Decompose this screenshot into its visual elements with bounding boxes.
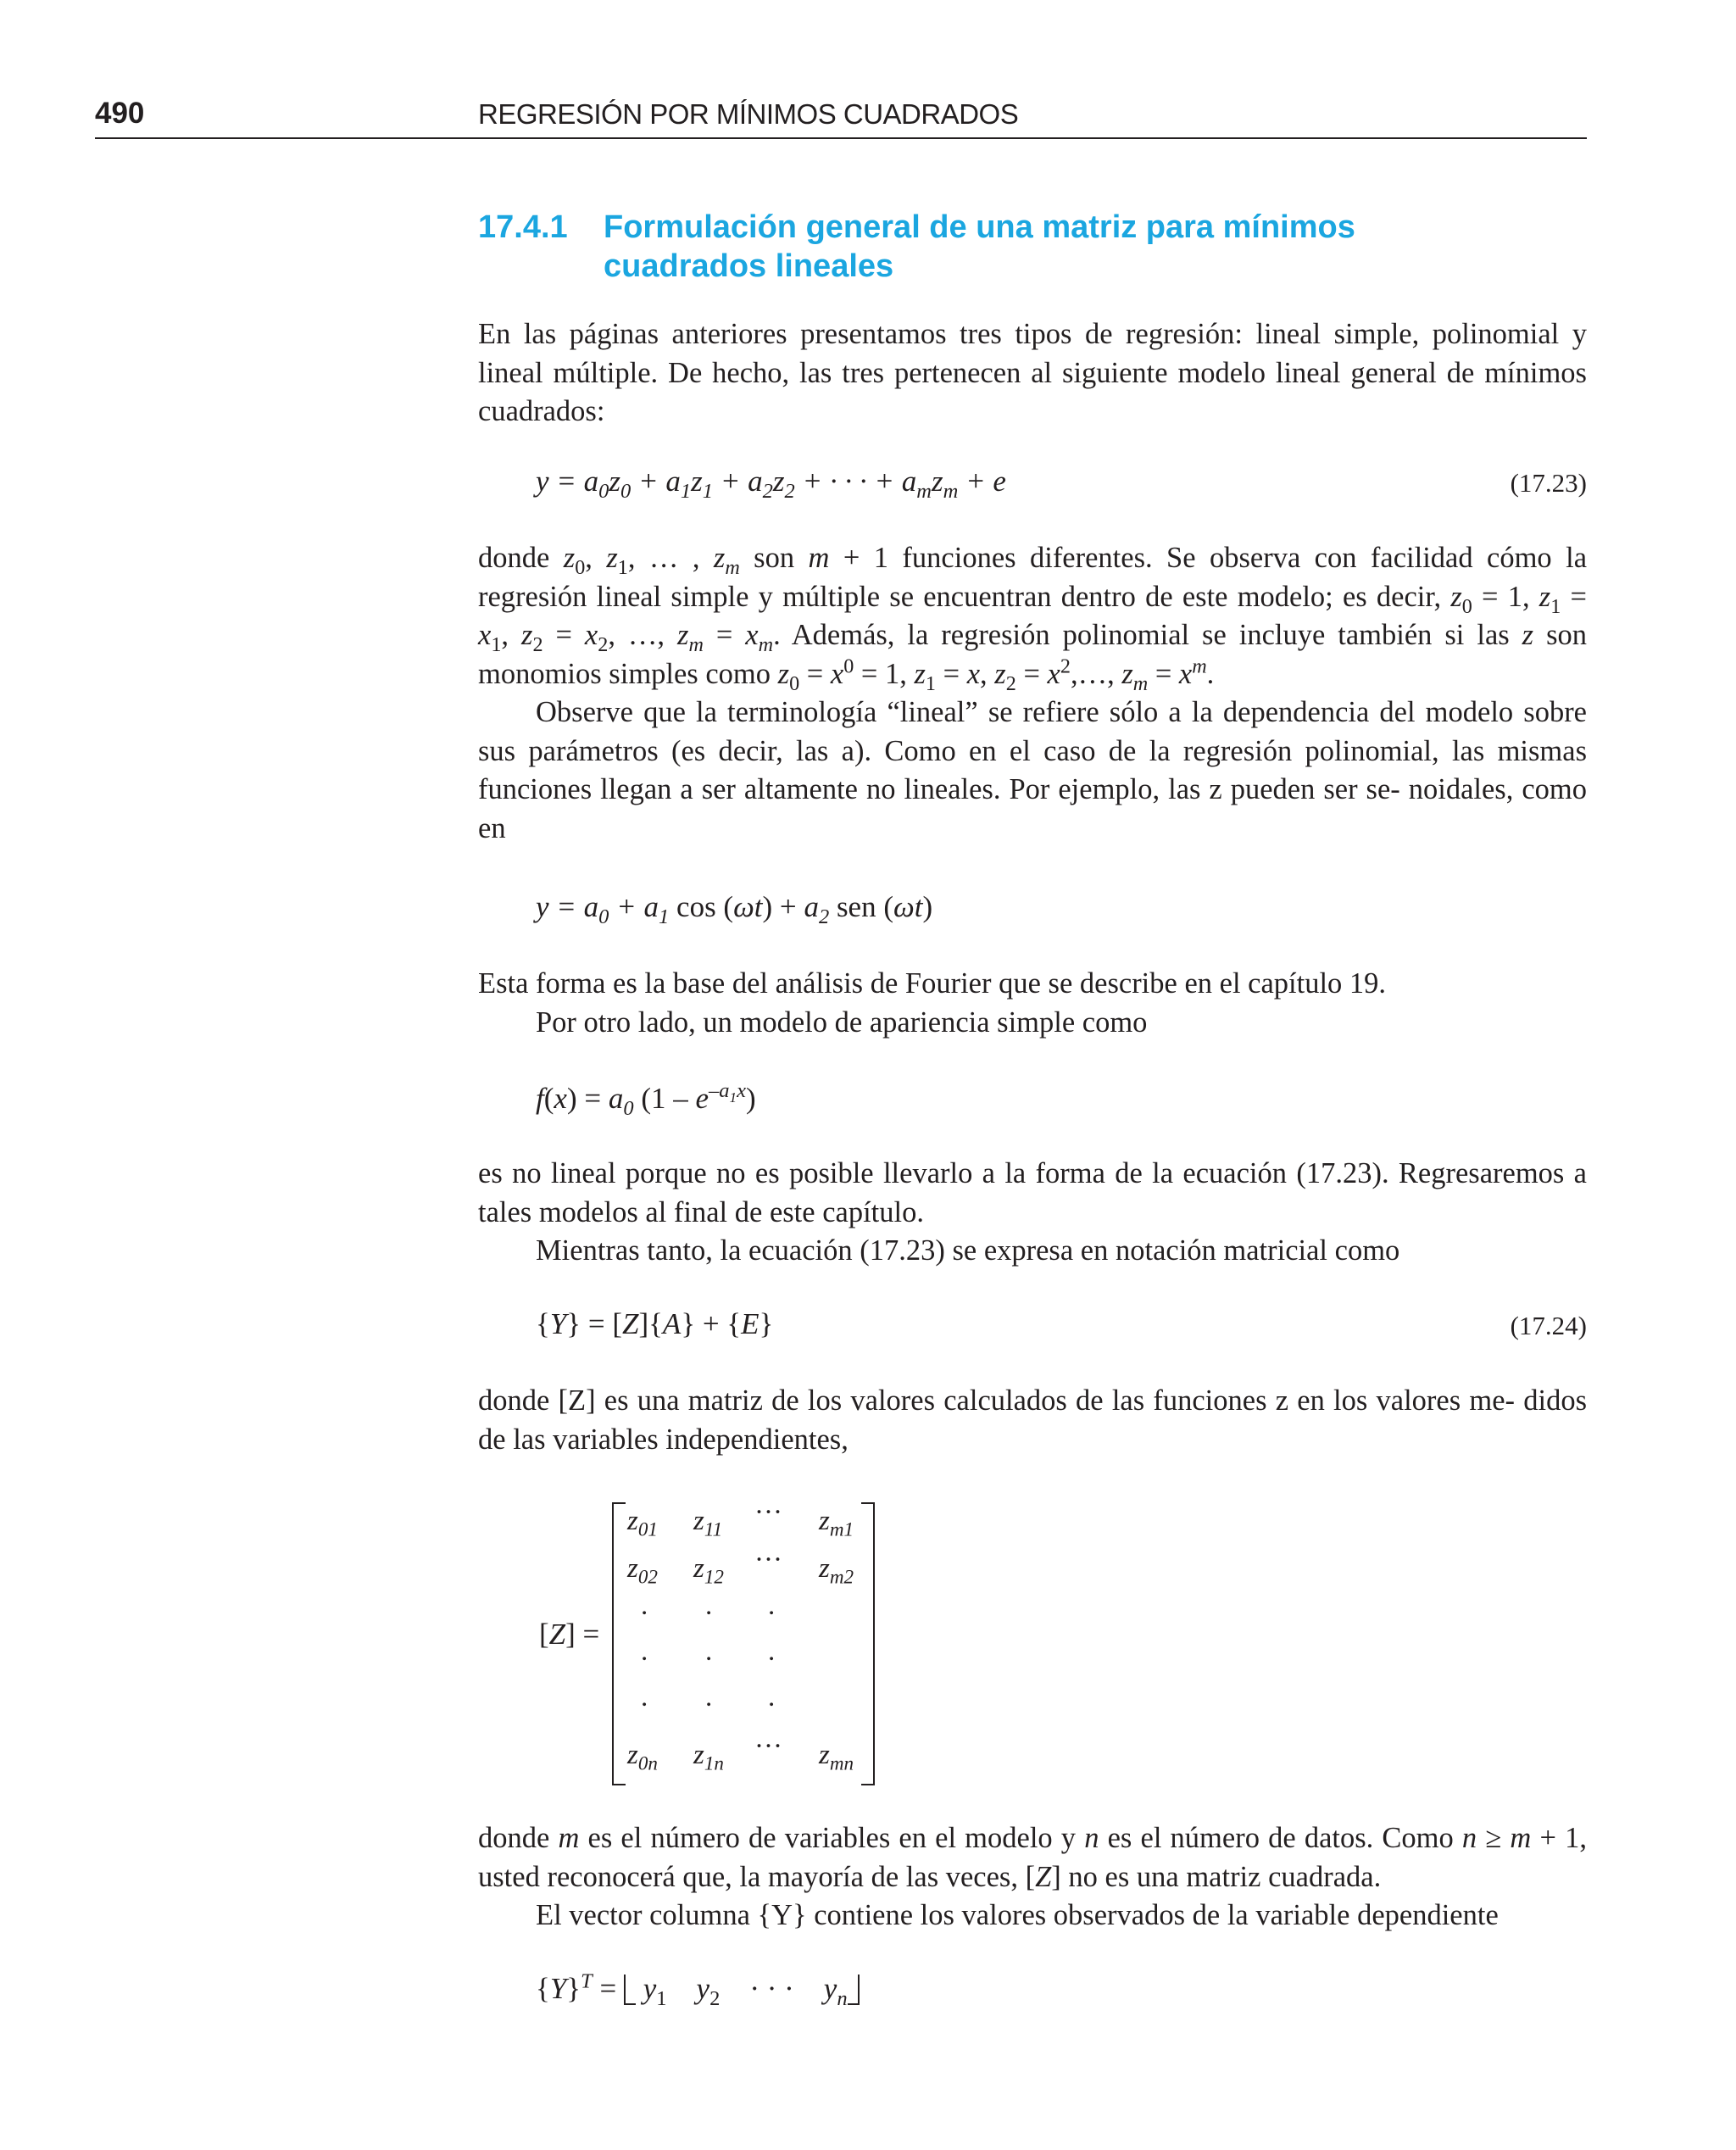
section-number: 17.4.1 bbox=[478, 209, 568, 245]
matrix-cell: . bbox=[768, 1636, 776, 1667]
matrix-cell: $z_{mn}$ bbox=[819, 1740, 854, 1774]
paragraph-dimensions-text: donde m es el número de variables en el modelo y n es el número de datos. Como n ≥ m + 1, usted reconocerá que, la mayoría de las veces, [Z] no es una matriz cuadrada. bbox=[478, 1822, 1587, 1893]
paragraph-fourier-text: Esta forma es la base del análisis de Fourier que se describe en el capítulo 19. bbox=[478, 967, 1387, 1000]
matrix-cell: . bbox=[641, 1636, 648, 1667]
page-header bbox=[95, 92, 1587, 139]
matrix-cell: $z_{12}$ bbox=[693, 1553, 724, 1588]
matrix-cell: ··· bbox=[754, 1731, 782, 1762]
section-title-line1: Formulación general de una matriz para mínimos bbox=[604, 209, 1355, 245]
matrix-cell: $z_{m2}$ bbox=[819, 1553, 854, 1588]
page-number: 490 bbox=[95, 97, 145, 130]
matrix-cell: $z_{11}$ bbox=[693, 1506, 723, 1540]
paragraph-functions-text: donde $z_0$, $z_1$, … , $z_m$ son m + 1 funciones diferentes. Se observa con facilidad cómo la regresión lineal simple y múltiple se encuentran dentro de este modelo; es decir, $z_0 = 1$, $z_1 = x_1$, $z_2 = x_2$, …, $z_m = x_m$. Además, la regresión polinomial se incluye también si las z son monomios simples como $z_0 = x^0 = 1$, $z_1 = x$, $z_2$ = $x^2,\dots$, $z_m = x^m$. bbox=[478, 542, 1588, 695]
equation-17-24: {Y} = [Z]{A} + {E} bbox=[536, 1307, 774, 1340]
paragraph-z-matrix bbox=[478, 1382, 1587, 1459]
matrix-cell: . bbox=[768, 1682, 776, 1713]
running-head: REGRESIÓN POR MÍNIMOS CUADRADOS bbox=[478, 98, 1019, 130]
matrix-cell: ··· bbox=[754, 1497, 782, 1528]
matrix-z bbox=[612, 1497, 875, 1784]
equation-number-17-23: (17.23) bbox=[1510, 468, 1587, 498]
matrix-cell: $z_{0n}$ bbox=[627, 1740, 658, 1774]
equation-number-17-24: (17.24) bbox=[1510, 1311, 1587, 1340]
paragraph-column-vector-text: El vector columna {Y} contiene los valores observados de la variable dependiente bbox=[536, 1899, 1499, 1931]
paragraph-matrix-notation-text: Mientras tanto, la ecuación (17.23) se expresa en notación matricial como bbox=[536, 1234, 1400, 1267]
matrix-z-label: [Z] = bbox=[539, 1618, 600, 1651]
matrix-cell: . bbox=[705, 1682, 713, 1713]
section-title-line2: cuadrados lineales bbox=[604, 248, 894, 284]
paragraph-functions bbox=[478, 539, 1587, 848]
paragraph-z-matrix-text: donde [Z] es una matriz de los valores calculados de las funciones z en los valores me- didos de las variables independientes, bbox=[478, 1384, 1587, 1456]
matrix-cell: $z_{02}$ bbox=[627, 1553, 658, 1588]
paragraph-linear-text: Observe que la terminología “lineal” se refiere sólo a la dependencia del modelo sobre sus parámetros (es decir, las a). Como en el caso de la regresión polinomial, las mismas funciones llegan a ser altamente no lineales. Por ejemplo, las z pueden ser se- noidales, como en bbox=[478, 696, 1587, 844]
row-vector-left-bracket bbox=[624, 1975, 636, 2005]
paragraph-simple-model-text: Por otro lado, un modelo de apariencia simple como bbox=[536, 1005, 1148, 1039]
matrix-cell: $z_{m1}$ bbox=[819, 1506, 854, 1540]
matrix-cell: . bbox=[641, 1590, 648, 1621]
matrix-right-bracket bbox=[861, 1502, 875, 1785]
equation-nonlinear: $f(x) = a_0$ $(1 - e^{-a_1x})$ bbox=[536, 1079, 756, 1120]
matrix-cell: . bbox=[641, 1682, 648, 1713]
paragraph-fourier bbox=[478, 965, 1587, 1042]
matrix-left-bracket bbox=[612, 1502, 626, 1785]
equation-y-transpose: $\{Y\}^T = y_1$ $y_2$ · · · $y_n$ bbox=[536, 1972, 860, 2006]
paragraph-nonlinear-text: es no lineal porque no es posible llevarlo a la forma de la ecuación (17.23). Regresaremos a tales modelos al final de este capítulo. bbox=[478, 1157, 1587, 1228]
matrix-cell: $z_{1n}$ bbox=[693, 1740, 724, 1774]
matrix-cell: ··· bbox=[754, 1545, 782, 1575]
paragraph-intro bbox=[478, 315, 1587, 432]
equation-17-23: $y = a_0z_0 + a_1z_1 + a_2z_2$ + · · · + $a_mz_m + e$ bbox=[536, 465, 1006, 503]
paragraph-dimensions bbox=[478, 1819, 1587, 1936]
equation-fourier: $y = a_0 + a_1$ $\cos (\omega t) + a_2$ sen (ωt) bbox=[536, 890, 933, 928]
matrix-cell: $z_{01}$ bbox=[627, 1506, 658, 1540]
row-vector-right-bracket bbox=[848, 1975, 860, 2005]
paragraph-intro-text: En las páginas anteriores presentamos tres tipos de regresión: lineal simple, polinomial y lineal múltiple. De hecho, las tres pertenecen al siguiente modelo lineal general de mínimos cuadrados: bbox=[478, 318, 1587, 427]
matrix-cell: . bbox=[768, 1590, 776, 1621]
matrix-cell: . bbox=[705, 1590, 713, 1621]
matrix-cell: . bbox=[705, 1636, 713, 1667]
section-title bbox=[478, 208, 1580, 286]
paragraph-nonlinear bbox=[478, 1155, 1587, 1271]
